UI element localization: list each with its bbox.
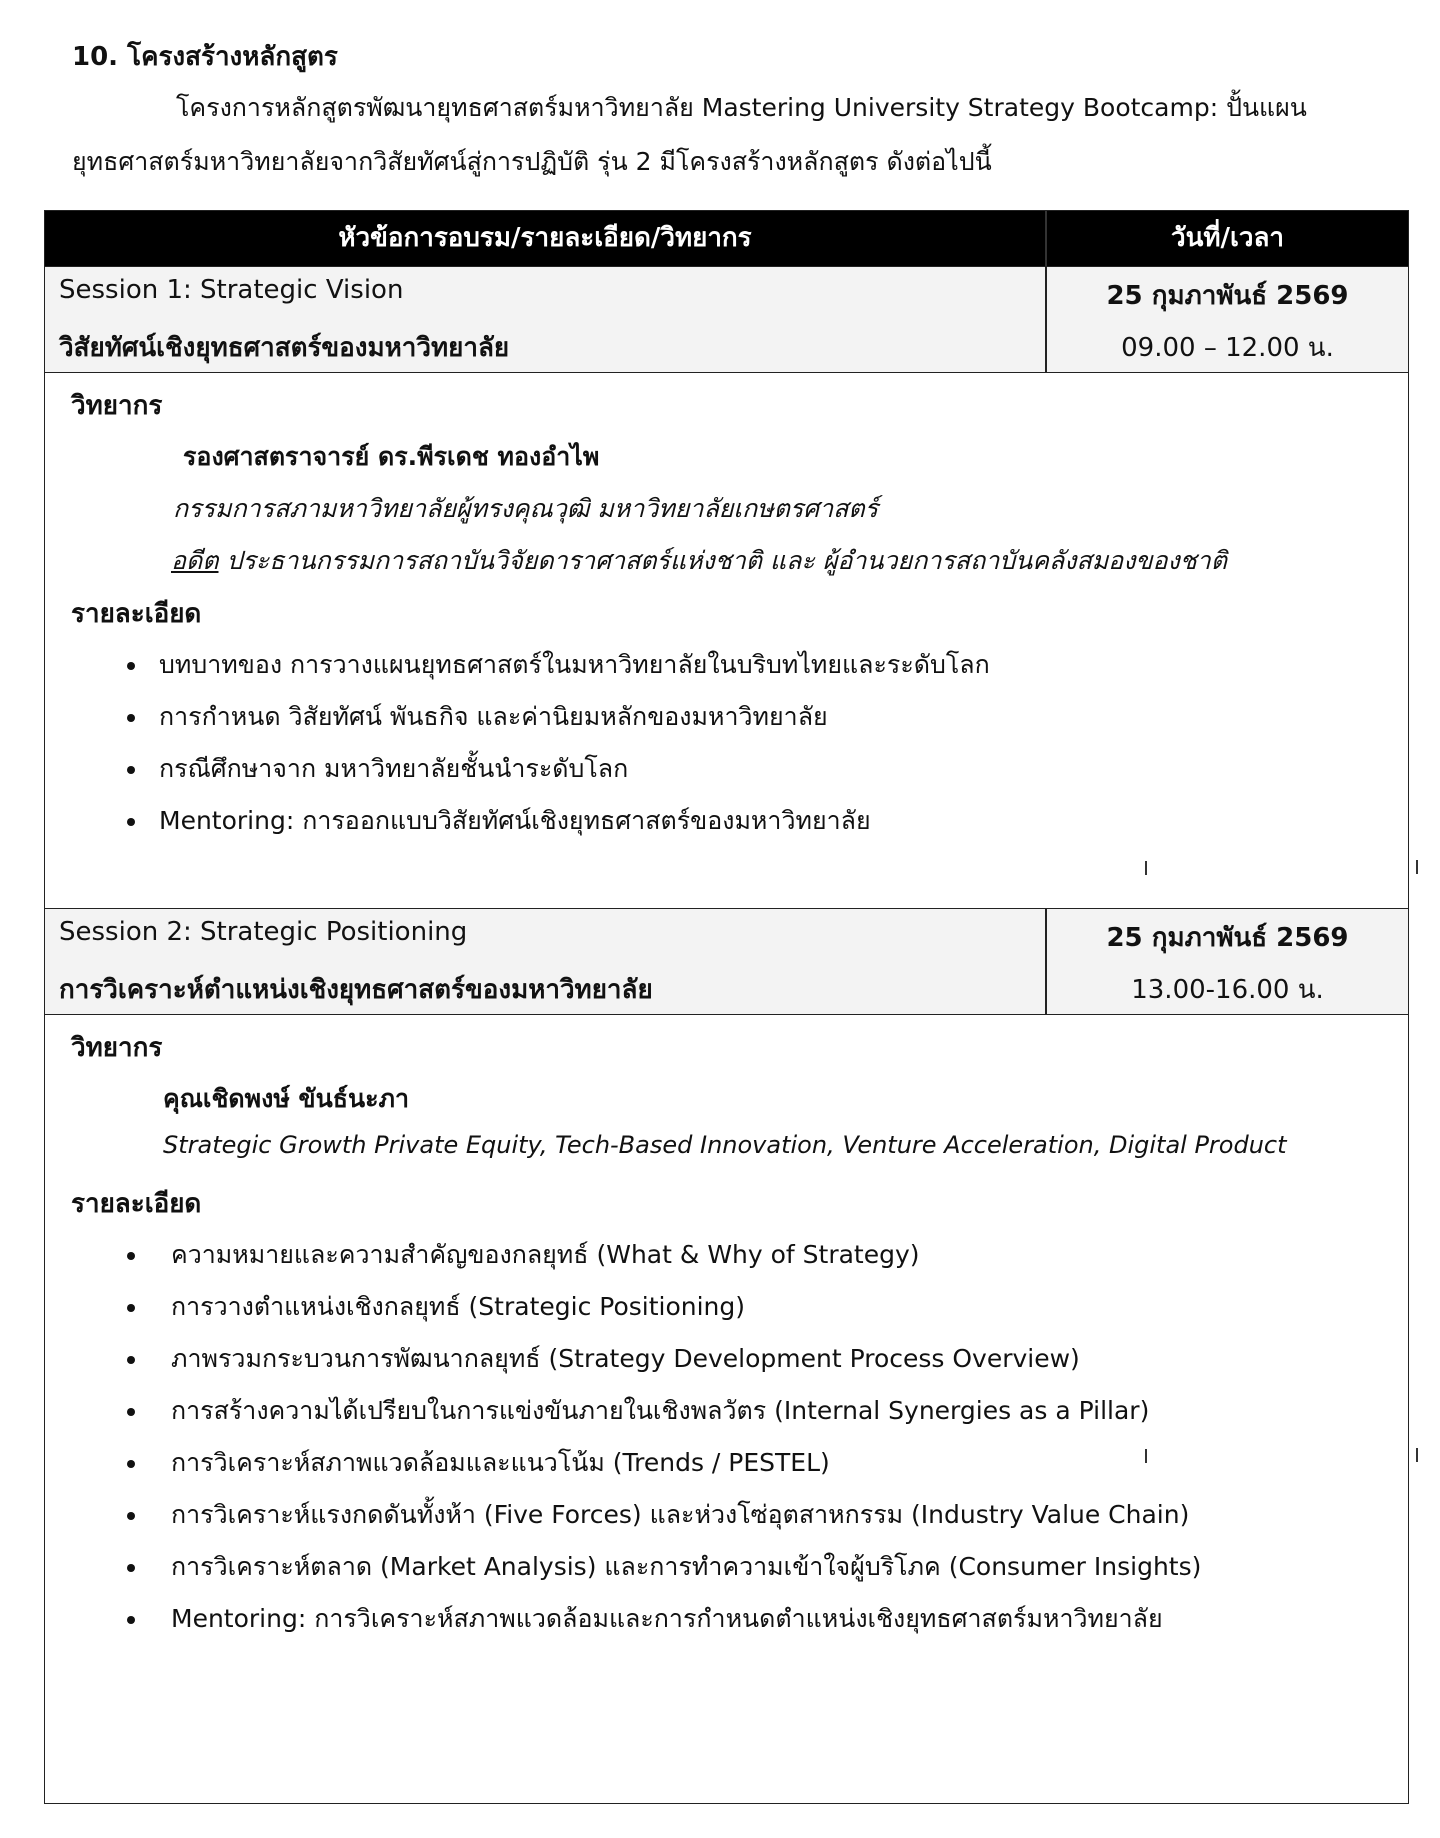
bullet-icon bbox=[127, 714, 135, 722]
detail-text: การสร้างความได้เปรียบในการแข่งขันภายในเชิงพลวัตร (Internal Synergies as a Pillar) bbox=[171, 1396, 1150, 1425]
session-time: 13.00-16.00 น. bbox=[1131, 975, 1324, 1005]
former-role-text: ประธานกรรมการสถาบันวิจัยดาราศาสตร์แห่งชาติ และ ผู้อำนวยการสถาบันคลังสมองของชาติ bbox=[218, 546, 1227, 575]
header-topic: หัวข้อการอบรม/รายละเอียด/วิทยากร bbox=[338, 223, 752, 253]
detail-text: การวิเคราะห์ตลาด (Market Analysis) และการทำความเข้าใจผู้บริโภค (Consumer Insights) bbox=[171, 1552, 1202, 1581]
speaker-label: วิทยากร bbox=[71, 391, 163, 421]
detail-text: การวิเคราะห์สภาพแวดล้อมและแนวโน้ม (Trends / PESTEL) bbox=[171, 1448, 830, 1477]
detail-text: กรณีศึกษาจาก มหาวิทยาลัยชั้นนำระดับโลก bbox=[159, 754, 629, 783]
bullet-icon bbox=[127, 766, 135, 774]
detail-item bbox=[127, 801, 871, 841]
detail-text: Mentoring: การออกแบบวิสัยทัศน์เชิงยุทธศาสตร์ของมหาวิทยาลัย bbox=[159, 806, 871, 835]
speaker-name: คุณเชิดพงษ์ ขันธ์นะภา bbox=[163, 1084, 410, 1113]
session-date: 25 กุมภาพันธ์ 2569 bbox=[1106, 281, 1349, 311]
detail-text: บทบาทของ การวางแผนยุทธศาสตร์ในมหาวิทยาลัยในบริบทไทยและระดับโลก bbox=[159, 650, 990, 679]
bullet-icon bbox=[127, 1564, 135, 1572]
bullet-icon bbox=[127, 1460, 135, 1468]
bullet-icon bbox=[127, 1512, 135, 1520]
details-label: รายละเอียด bbox=[71, 1189, 202, 1219]
session-row-2 bbox=[45, 908, 1408, 1015]
intro-line-2: ยุทธศาสตร์มหาวิทยาลัยจากวิสัยทัศน์สู่การปฏิบัติ รุ่น 2 มีโครงสร้างหลักสูตร ดังต่อไปนี้ bbox=[72, 147, 992, 176]
session-title-en: Session 2: Strategic Positioning bbox=[59, 917, 468, 947]
stray-mark bbox=[1416, 1448, 1418, 1462]
stray-mark bbox=[1416, 860, 1418, 874]
speaker-role: Strategic Growth Private Equity, Tech-Based Innovation, Venture Acceleration, Digital Product bbox=[163, 1131, 1287, 1159]
table-header bbox=[45, 211, 1408, 266]
detail-item bbox=[127, 1495, 1189, 1535]
session-title-th: การวิเคราะห์ตำแหน่งเชิงยุทธศาสตร์ของมหาวิทยาลัย bbox=[59, 975, 653, 1005]
detail-item bbox=[127, 1339, 1080, 1379]
session-date: 25 กุมภาพันธ์ 2569 bbox=[1106, 923, 1349, 953]
detail-item bbox=[127, 1443, 830, 1483]
bullet-icon bbox=[127, 1356, 135, 1364]
detail-item bbox=[127, 1547, 1201, 1587]
bullet-icon bbox=[127, 1252, 135, 1260]
bullet-icon bbox=[127, 1616, 135, 1624]
stray-mark bbox=[1145, 861, 1147, 875]
speaker-role: กรรมการสภามหาวิทยาลัยผู้ทรงคุณวุฒิ มหาวิทยาลัยเกษตรศาสตร์ bbox=[173, 494, 879, 523]
bullet-icon bbox=[127, 818, 135, 826]
bullet-icon bbox=[127, 1304, 135, 1312]
detail-text: ภาพรวมกระบวนการพัฒนากลยุทธ์ (Strategy Development Process Overview) bbox=[171, 1344, 1080, 1373]
stray-mark bbox=[1145, 1449, 1147, 1463]
detail-text: การวิเคราะห์แรงกดดันทั้งห้า (Five Forces) และห่วงโซ่อุตสาหกรรม (Industry Value Chain) bbox=[171, 1500, 1190, 1529]
detail-text: ความหมายและความสำคัญของกลยุทธ์ (What & Why of Strategy) bbox=[171, 1240, 920, 1269]
detail-item bbox=[127, 749, 628, 789]
detail-text: การวางตำแหน่งเชิงกลยุทธ์ (Strategic Positioning) bbox=[171, 1292, 746, 1321]
speaker-label: วิทยากร bbox=[71, 1033, 163, 1063]
bullet-icon bbox=[127, 1408, 135, 1416]
session-row-1 bbox=[45, 266, 1408, 373]
session-title-th: วิสัยทัศน์เชิงยุทธศาสตร์ของมหาวิทยาลัย bbox=[59, 333, 510, 363]
detail-item bbox=[127, 1287, 745, 1327]
section-heading: 10. โครงสร้างหลักสูตร bbox=[72, 42, 338, 72]
speaker-name: รองศาสตราจารย์ ดร.พีรเดช ทองอำไพ bbox=[183, 442, 600, 471]
detail-item bbox=[127, 645, 990, 685]
detail-item bbox=[127, 1235, 920, 1275]
detail-item bbox=[127, 1599, 1163, 1639]
detail-item bbox=[127, 1391, 1149, 1431]
session-title-en: Session 1: Strategic Vision bbox=[59, 275, 404, 305]
details-label: รายละเอียด bbox=[71, 599, 202, 629]
session-time: 09.00 – 12.00 น. bbox=[1121, 333, 1334, 363]
detail-text: Mentoring: การวิเคราะห์สภาพแวดล้อมและการกำหนดตำแหน่งเชิงยุทธศาสตร์มหาวิทยาลัย bbox=[171, 1604, 1163, 1633]
bullet-icon bbox=[127, 662, 135, 670]
detail-text: การกำหนด วิสัยทัศน์ พันธกิจ และค่านิยมหลักของมหาวิทยาลัย bbox=[159, 702, 828, 731]
header-datetime: วันที่/เวลา bbox=[1170, 223, 1285, 253]
detail-item bbox=[127, 697, 828, 737]
speaker-former-role bbox=[171, 541, 1227, 581]
former-prefix: อดีต bbox=[171, 546, 219, 575]
intro-line-1: โครงการหลักสูตรพัฒนายุทธศาสตร์มหาวิทยาลัย Mastering University Strategy Bootcamp: ปั้นแผน bbox=[176, 93, 1307, 122]
curriculum-table bbox=[44, 210, 1409, 1804]
